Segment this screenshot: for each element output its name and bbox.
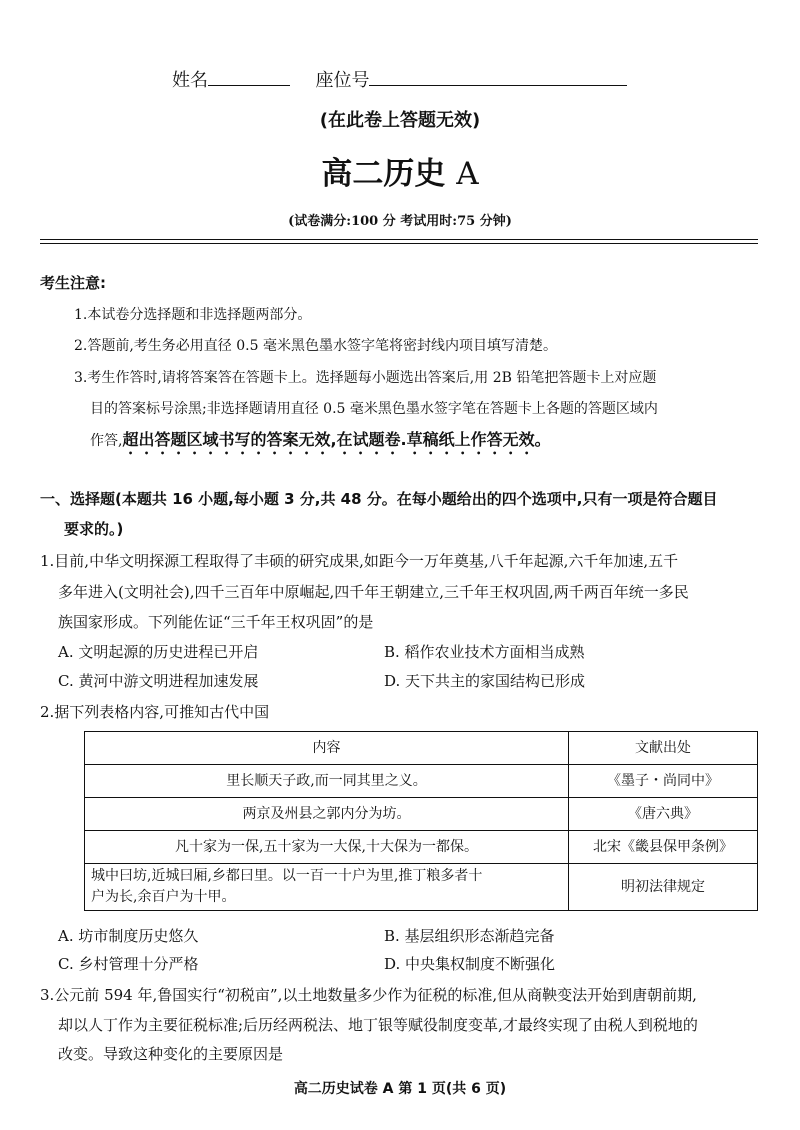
table-cell-line-2: 户为长,余百户为十甲。 [91,889,236,905]
page-title [0,148,800,193]
title-text: 高二历史 [321,156,446,192]
notice-item-3-line-1: 3.考生作答时,请将答案答在答题卡上。选择题每小题选出答案后,用 2B 铅笔把答题卡上对应题 [74,370,657,386]
table-header-row [85,732,758,765]
table-row [85,831,758,864]
notice-item-3-line-3 [90,427,551,458]
name-seat-row [172,66,627,92]
header-divider-thin [40,243,758,244]
table-cell-content [85,864,569,911]
table-header-source: 文献出处 [569,732,758,765]
table-cell-source: 《唐六典》 [569,798,758,831]
q2-option-b: B. 基层组织形态渐趋完备 [384,927,555,945]
notice-emphasis: 超出答题区域书写的答案无效,在试题卷.草稿纸上作答无效。 [122,430,551,449]
notice-item-1: 1.本试卷分选择题和非选择题两部分。 [74,307,312,323]
q2-option-a: A. 坊市制度历史悠久 [58,927,199,945]
q2-option-c: C. 乡村管理十分严格 [58,955,199,973]
page-footer: 高二历史试卷 A 第 1 页(共 6 页) [293,1081,507,1097]
q2-option-d: D. 中央集权制度不断强化 [384,955,556,973]
section-1-heading-line-2: 要求的。) [64,520,124,538]
q1-line-1: 1.目前,中华文明探源工程取得了丰硕的研究成果,如距今一万年奠基,八千年起源,六千年加速,五千 [40,552,679,570]
table-header-content: 内容 [85,732,569,765]
table-row [85,864,758,911]
table-cell-source: 明初法律规定 [569,864,758,911]
q1-option-b: B. 稻作农业技术方面相当成熟 [384,643,585,661]
name-blank-line [208,67,290,86]
exam-meta: (试卷满分:100 分 考试用时:75 分钟) [288,214,512,229]
q3-line-3: 改变。导致这种变化的主要原因是 [58,1045,284,1063]
q3-line-2: 却以人丁作为主要征税标准;后历经两税法、地丁银等赋役制度变革,才最终实现了由税人到税地的 [58,1016,698,1034]
q3-line-1: 3.公元前 594 年,鲁国实行“初税亩”,以土地数量多少作为征税的标准,但从商鞅变法开始到唐朝前期, [40,986,697,1004]
seat-label: 座位号 [315,70,370,91]
q1-line-2: 多年进入(文明社会),四千三百年中原崛起,四千年王朝建立,三千年王权巩固,两千两百年统一多民 [58,583,689,601]
table-cell-source: 《墨子・尚同中》 [569,765,758,798]
q2-stem: 2.据下列表格内容,可推知古代中国 [40,703,270,721]
table-cell-content: 凡十家为一保,五十家为一大保,十大保为一都保。 [85,831,569,864]
q2-table [84,731,758,911]
q1-option-a: A. 文明起源的历史进程已开启 [58,643,259,661]
header-divider-thick [40,239,758,240]
title-letter: A [456,156,479,192]
table-cell-content: 两京及州县之郭内分为坊。 [85,798,569,831]
notice-item-2: 2.答题前,考生务必用直径 0.5 毫米黑色墨水签字笔将密封线内项目填写清楚。 [74,338,557,354]
seat-blank-line [369,67,627,86]
q1-line-3: 族国家形成。下列能佐证“三千年王权巩固”的是 [58,613,374,631]
q1-option-d: D. 天下共主的家国结构已形成 [384,672,586,690]
table-cell-content: 里长顺天子政,而一同其里之义。 [85,765,569,798]
table-row [85,765,758,798]
q1-option-c: C. 黄河中游文明进程加速发展 [58,672,259,690]
table-cell-line-1: 城中曰坊,近城曰厢,乡都曰里。以一百一十户为里,推丁粮多者十 [91,868,483,884]
section-1-heading-line-1: 一、选择题(本题共 16 小题,每小题 3 分,共 48 分。在每小题给出的四个选项中,只有一项是符合题目 [40,490,718,508]
notice-title: 考生注意: [40,274,106,292]
notice-item-3-line-2: 目的答案标号涂黑;非选择题请用直径 0.5 毫米黑色墨水签字笔在答题卡上各题的答题区域内 [90,401,658,417]
table-row [85,798,758,831]
invalid-notice: (在此卷上答题无效) [319,110,481,131]
table-cell-source: 北宋《畿县保甲条例》 [569,831,758,864]
notice-item-3-prefix: 作答, [90,433,123,449]
name-label: 姓名 [172,70,208,91]
